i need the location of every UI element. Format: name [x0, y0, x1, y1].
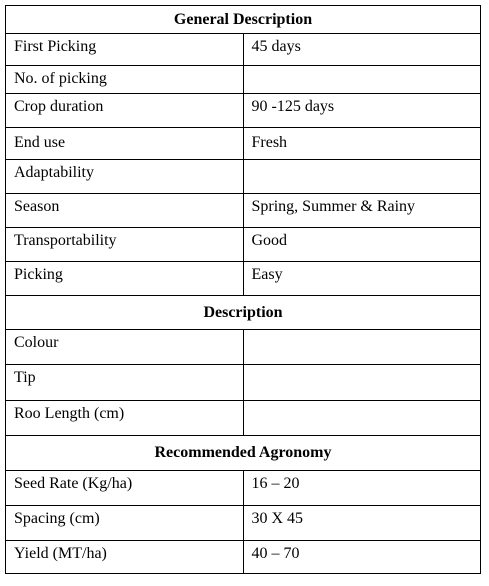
row-label: Picking [6, 262, 244, 296]
row-label: First Picking [6, 34, 244, 66]
table-row [6, 262, 481, 296]
row-value: 40 – 70 [243, 541, 481, 574]
row-label: Tip [6, 365, 244, 401]
row-label: End use [6, 128, 244, 160]
section-title: General Description [6, 6, 481, 34]
row-value: 16 – 20 [243, 471, 481, 506]
section-title: Recommended Agronomy [6, 436, 481, 471]
table-row [6, 228, 481, 262]
section-header-row [6, 6, 481, 34]
row-label: Roo Length (cm) [6, 401, 244, 436]
row-label: Crop duration [6, 94, 244, 128]
row-label: Yield (MT/ha) [6, 541, 244, 574]
row-value: Fresh [243, 128, 481, 160]
row-value [243, 401, 481, 436]
table-row [6, 471, 481, 506]
row-value: Good [243, 228, 481, 262]
table-row [6, 128, 481, 160]
table-row [6, 34, 481, 66]
table-row [6, 506, 481, 541]
row-value [243, 66, 481, 94]
crop-info-table [5, 5, 481, 574]
table-row [6, 94, 481, 128]
row-value [243, 330, 481, 365]
row-value: 30 X 45 [243, 506, 481, 541]
section-header-row [6, 436, 481, 471]
row-label: Transportability [6, 228, 244, 262]
row-value: 90 -125 days [243, 94, 481, 128]
table-row [6, 401, 481, 436]
section-header-row [6, 296, 481, 330]
row-value: Spring, Summer & Rainy [243, 194, 481, 228]
row-label: Season [6, 194, 244, 228]
section-title: Description [6, 296, 481, 330]
table-row [6, 330, 481, 365]
table-row [6, 365, 481, 401]
row-label: Seed Rate (Kg/ha) [6, 471, 244, 506]
table-row [6, 66, 481, 94]
row-label: Colour [6, 330, 244, 365]
table-row [6, 541, 481, 574]
row-label: Spacing (cm) [6, 506, 244, 541]
row-value [243, 160, 481, 194]
row-value: 45 days [243, 34, 481, 66]
table-row [6, 194, 481, 228]
row-value: Easy [243, 262, 481, 296]
row-value [243, 365, 481, 401]
row-label: No. of picking [6, 66, 244, 94]
row-label: Adaptability [6, 160, 244, 194]
table-row [6, 160, 481, 194]
